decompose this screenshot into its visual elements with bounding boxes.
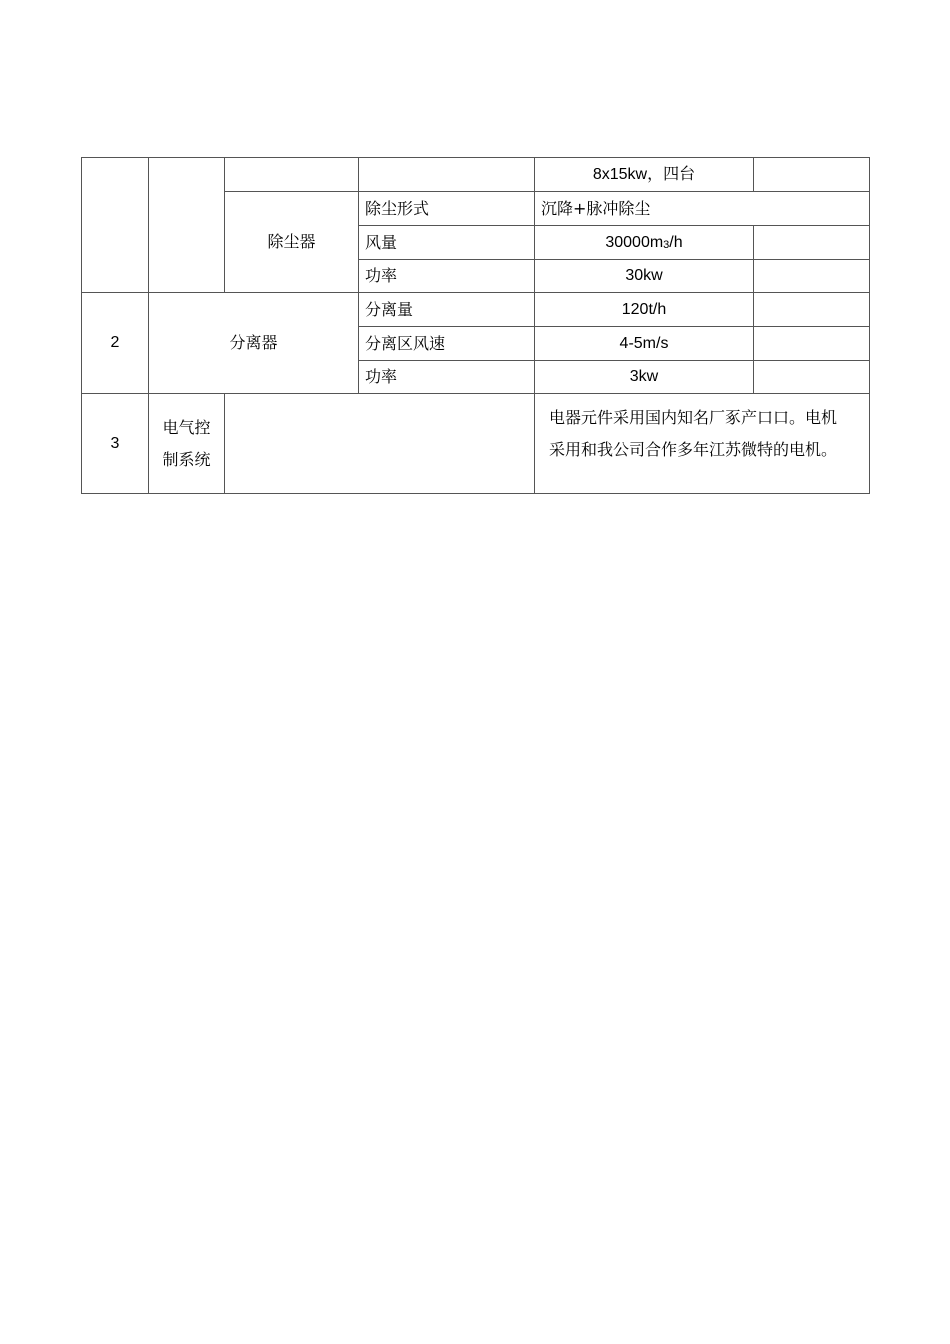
param-label: 除尘形式	[359, 192, 535, 226]
param-value: 30kw	[535, 260, 754, 293]
table-row	[82, 394, 870, 494]
index-cell-empty	[82, 158, 149, 293]
remark-cell	[754, 158, 870, 192]
electric-empty-cell	[225, 394, 535, 494]
component-cell-empty	[225, 158, 359, 192]
param-label: 分离区风速	[359, 327, 535, 361]
electric-description-line1: 电器元件采用国内知名厂豖产口口。电机	[549, 408, 838, 427]
param-label: 功率	[359, 361, 535, 394]
remark-cell	[754, 327, 870, 361]
electric-description	[535, 394, 870, 494]
name-cell-empty	[149, 158, 225, 293]
separator-name: 分离器	[149, 293, 359, 394]
remark-cell	[754, 361, 870, 394]
table-row	[82, 293, 870, 327]
dust-collector-name: 除尘器	[225, 192, 359, 293]
param-label-cell-empty	[359, 158, 535, 192]
table-row	[82, 158, 870, 192]
param-value: 120t/h	[535, 293, 754, 327]
air-volume-superscript: 3	[663, 238, 670, 251]
remark-cell	[754, 293, 870, 327]
equipment-spec-table	[81, 157, 870, 494]
spec-value-cell: 8x15kw，四台	[535, 158, 754, 192]
row-index: 3	[82, 394, 149, 494]
electric-control-name-line2: 制系统	[162, 449, 211, 469]
remark-cell	[754, 260, 870, 293]
param-value: 4-5m/s	[535, 327, 754, 361]
param-value: 沉降+脉冲除尘	[535, 192, 870, 226]
air-volume-number: 30000m	[605, 233, 664, 251]
electric-control-name-line1: 电气控	[162, 417, 211, 437]
remark-cell	[754, 226, 870, 260]
air-volume-unit: /h	[669, 233, 683, 251]
param-label: 功率	[359, 260, 535, 293]
param-value: 3kw	[535, 361, 754, 394]
param-value-air-volume	[535, 226, 754, 260]
row-index: 2	[82, 293, 149, 394]
param-label: 分离量	[359, 293, 535, 327]
param-label: 风量	[359, 226, 535, 260]
electric-control-name	[149, 394, 225, 494]
electric-description-line2: 采用和我公司合作多年江苏微特的电机。	[549, 440, 838, 459]
